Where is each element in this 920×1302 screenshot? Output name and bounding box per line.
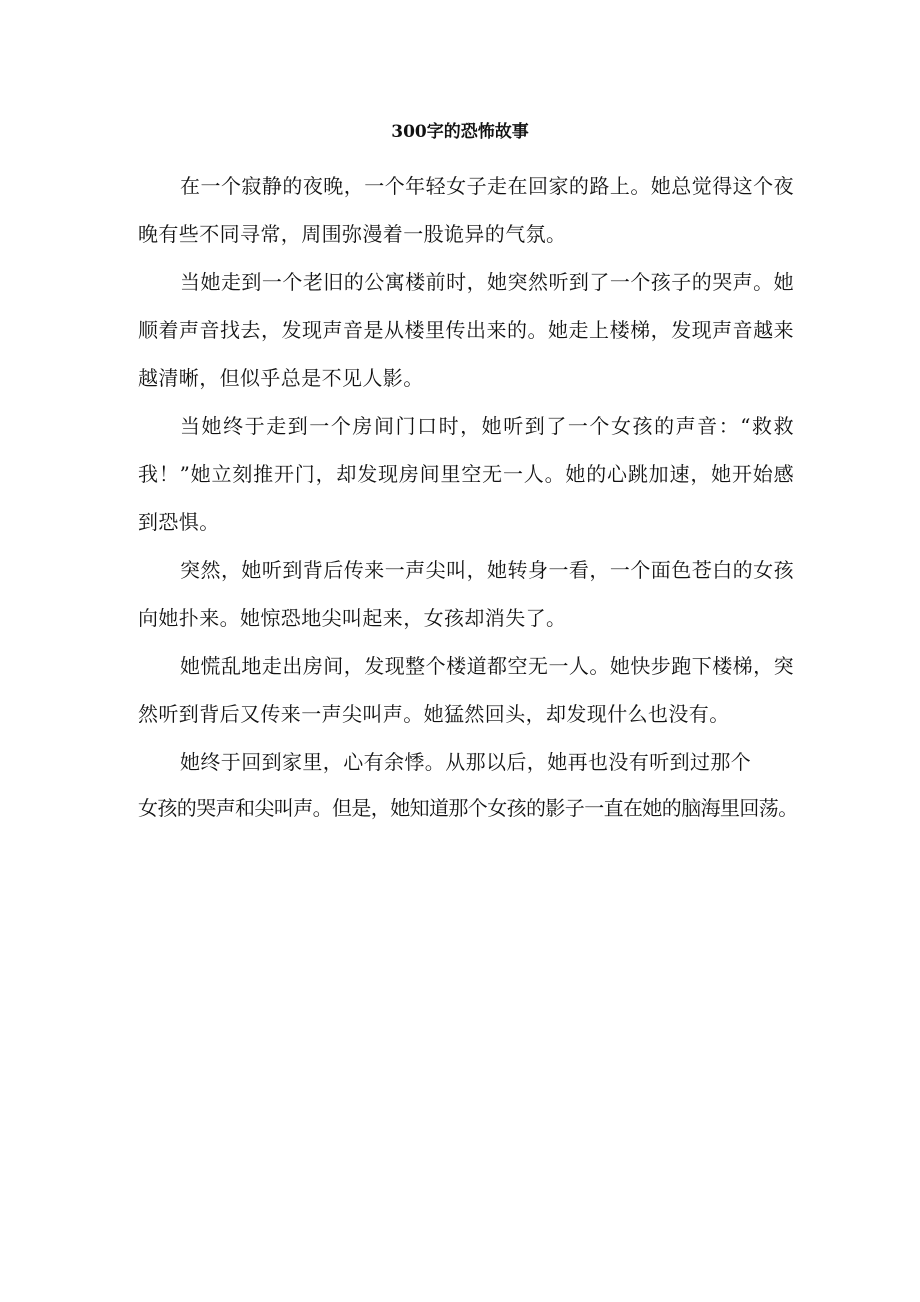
- paragraph-5: 她慌乱地走出房间，发现整个楼道都空无一人。她快步跑下楼梯，突然听到背后又传来一声尖叫声。她猛然回头，却发现什么也没有。: [138, 654, 794, 726]
- paragraph-2: 当她走到一个老旧的公寓楼前时，她突然听到了一个孩子的哭声。她顺着声音找去，发现声音是从楼里传出来的。她走上楼梯，发现声音越来越清晰，但似乎总是不见人影。: [138, 270, 794, 390]
- paragraph-6-line-1: 她终于回到家里，心有余悸。从那以后，她再也没有听到过那个: [180, 750, 752, 774]
- paragraph-1: 在一个寂静的夜晚，一个年轻女子走在回家的路上。她总觉得这个夜晚有些不同寻常，周围弥漫着一股诡异的气氛。: [138, 174, 794, 246]
- document-body: [138, 162, 798, 830]
- paragraph-3: 当她终于走到一个房间门口时，她听到了一个女孩的声音：“救救我！”她立刻推开门，却发现房间里空无一人。她的心跳加速，她开始感到恐惧。: [138, 414, 794, 534]
- paragraph-6-line-2: 女孩的哭声和尖叫声。但是，她知道那个女孩的影子一直在她的脑海里回荡。: [138, 796, 798, 820]
- document-title: 300字的恐怖故事: [391, 122, 529, 142]
- paragraph-6: [138, 738, 798, 830]
- paragraph-4: 突然，她听到背后传来一声尖叫，她转身一看，一个面色苍白的女孩向她扑来。她惊恐地尖叫起来，女孩却消失了。: [138, 558, 794, 630]
